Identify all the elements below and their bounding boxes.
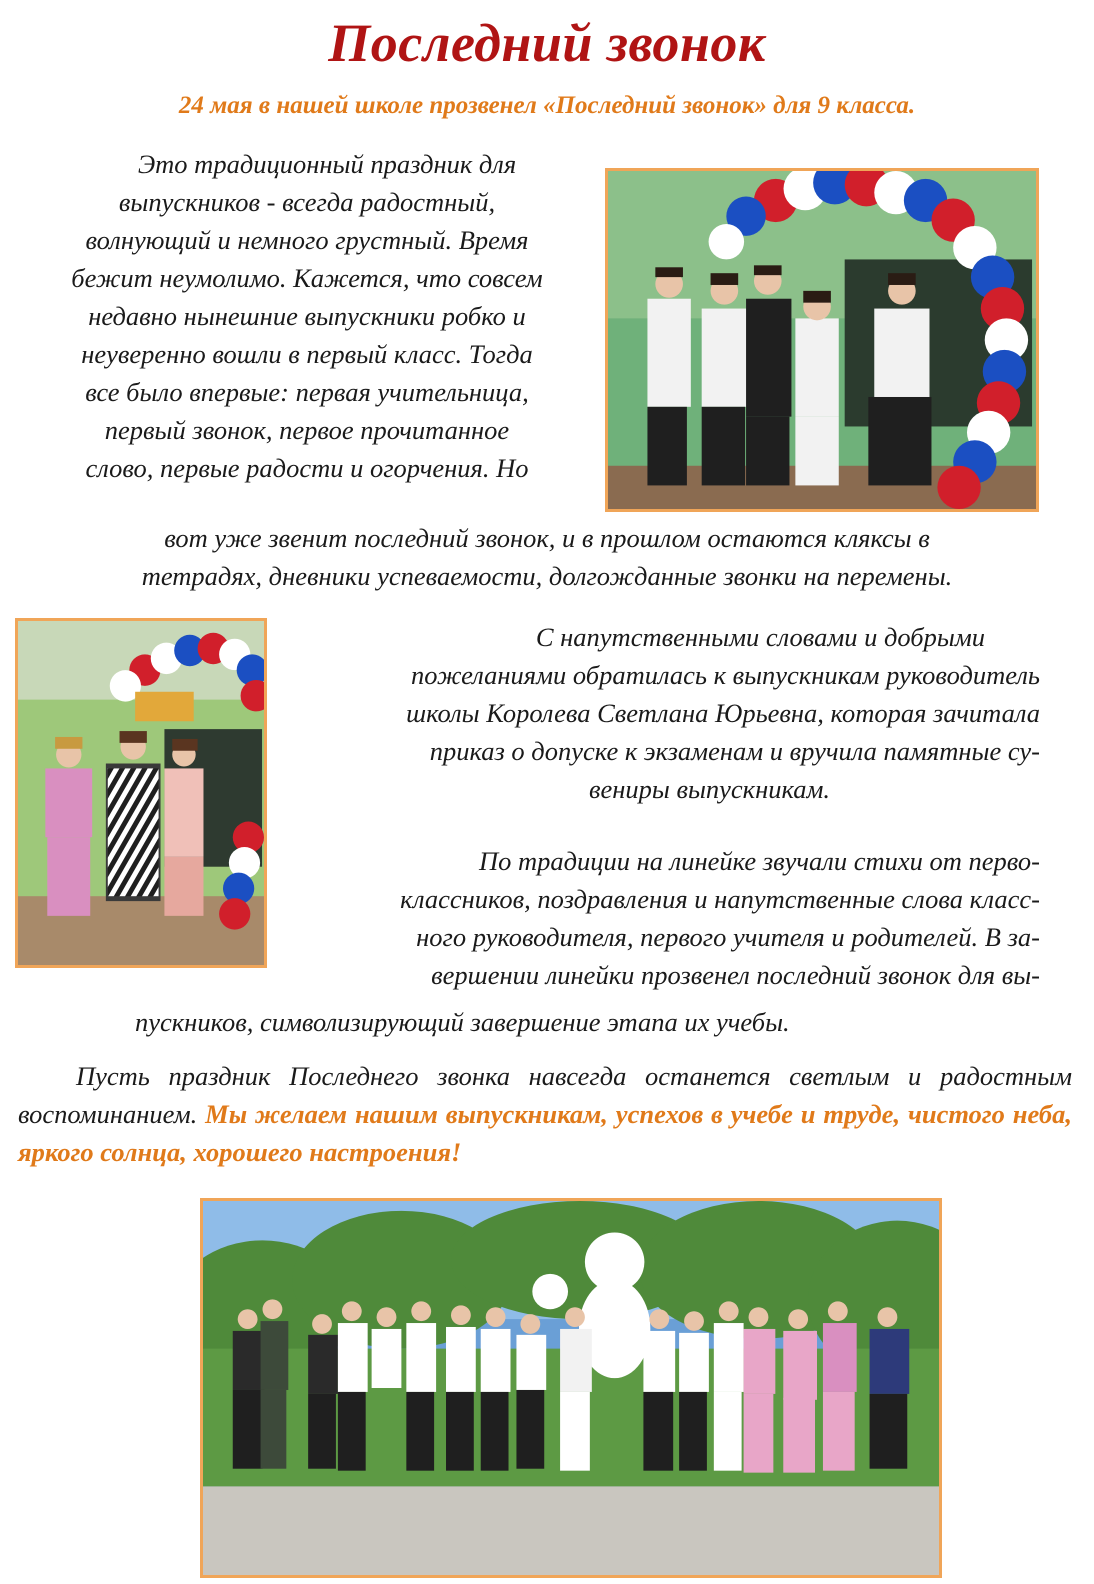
paragraph-1-tail — [20, 519, 1074, 595]
closing-text: Пусть праздник Последнего звонка навсегда останется светлым и радостным воспоминанием. — [18, 1061, 1072, 1129]
paragraph-4 — [18, 1057, 1072, 1171]
text-line: По традиции на линейке звучали стихи от перво- — [478, 846, 1040, 876]
text-line: первый звонок, первое прочитанное — [104, 415, 510, 445]
text-line: Это традиционный праздник для — [137, 149, 517, 179]
graduates-balloon-arch-photo — [605, 168, 1039, 512]
page-title: Последний звонок — [328, 13, 766, 73]
paragraph-2 — [280, 618, 1040, 808]
text-line: неуверенно вошли в первый класс. Тогда — [81, 339, 533, 369]
text-line: С напутственными словами и добрыми — [535, 622, 985, 652]
principal-with-graduates-photo — [15, 618, 267, 968]
text-line: слово, первые радости и огорчения. Но — [85, 453, 529, 483]
text-line: вершении линейки прозвенел последний звонок для вы- — [431, 960, 1040, 990]
text-line: бежит неумолимо. Кажется, что совсем — [71, 263, 543, 293]
paragraph-3 — [280, 842, 1040, 994]
text-line: волнующий и немного грустный. Время — [85, 225, 529, 255]
text-line: выпускников - всегда радостный, — [118, 187, 496, 217]
page-subtitle: 24 мая в нашей школе прозвенел «Последний звонок» для 9 класса. — [178, 92, 916, 119]
wishes-text: Мы желаем нашим выпускникам, успехов в учебе и труде, чистого неба, яркого солнца, хорошего настроения! — [18, 1099, 1073, 1167]
text-line: вениры выпускникам. — [588, 774, 830, 804]
text-line: школы Королева Светлана Юрьевна, которая зачитала — [406, 698, 1040, 728]
group-outdoor-photo — [200, 1198, 942, 1578]
text-line: классников, поздравления и напутственные слова класс- — [400, 884, 1040, 914]
text-line: приказ о допуске к экзаменам и вручила памятные су- — [429, 736, 1040, 766]
text-line: все было впервые: первая учительница, — [85, 377, 529, 407]
paragraph-1 — [14, 145, 600, 487]
text-line: тетрадях, дневники успеваемости, долгожданные звонки на перемены. — [141, 561, 953, 591]
text-line: вот уже звенит последний звонок, и в прошлом остаются кляксы в — [164, 523, 930, 553]
text-line: пожеланиями обратилась к выпускникам руководитель — [411, 660, 1040, 690]
text-line: недавно нынешние выпускники робко и — [88, 301, 526, 331]
text-line: ного руководителя, первого учителя и родителей. В за- — [416, 922, 1040, 952]
paragraph-3-tail: пускников, символизирующий завершение этапа их учебы. — [135, 1007, 790, 1037]
